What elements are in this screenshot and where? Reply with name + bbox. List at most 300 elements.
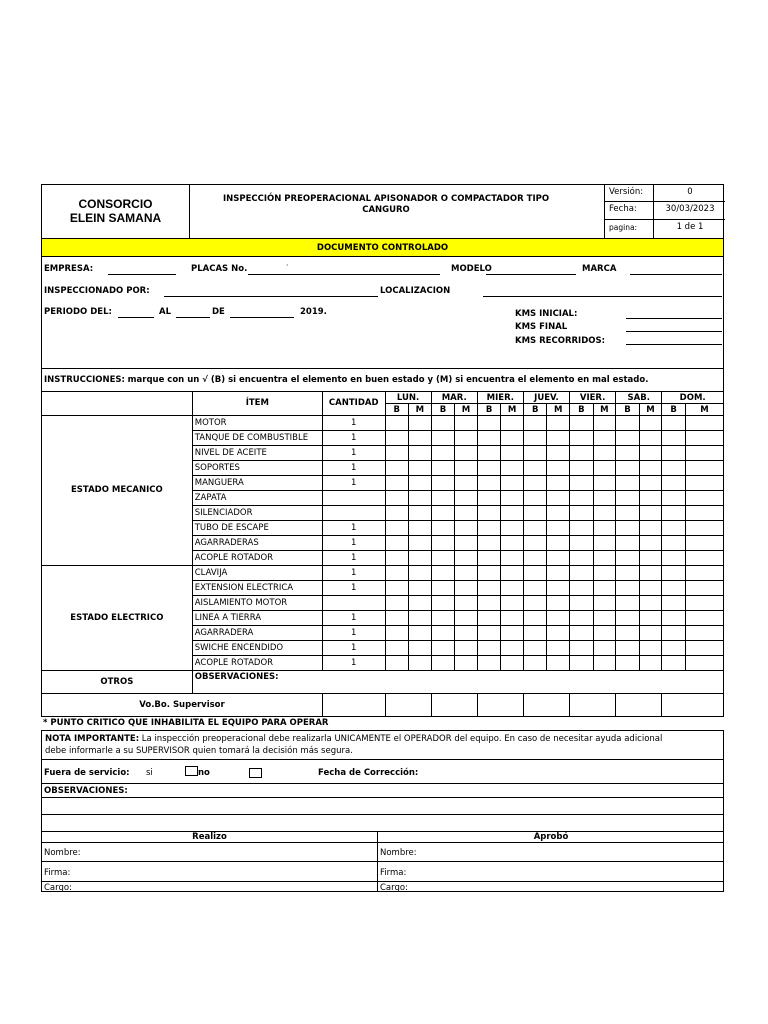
check-cell[interactable] (523, 446, 547, 461)
check-cell[interactable] (616, 596, 640, 611)
no-label: no (198, 768, 210, 778)
check-cell[interactable] (477, 551, 501, 566)
header-item: ÍTEM (192, 392, 322, 416)
check-cell[interactable] (477, 521, 501, 536)
localizacion-field[interactable] (483, 296, 722, 297)
check-cell[interactable] (570, 596, 594, 611)
check-cell[interactable] (685, 626, 723, 641)
vobo-day-cell[interactable] (523, 694, 569, 717)
check-cell[interactable] (523, 626, 547, 641)
vobo-day-cell[interactable] (570, 694, 616, 717)
punto-critico: * PUNTO CRITICO QUE INHABILITA EL EQUIPO PARA OPERAR (43, 718, 329, 728)
check-cell[interactable] (455, 416, 478, 431)
check-cell[interactable] (547, 431, 570, 446)
check-cell[interactable] (385, 416, 409, 431)
check-cell[interactable] (662, 521, 686, 536)
check-cell[interactable] (385, 566, 409, 581)
check-cell[interactable] (662, 551, 686, 566)
check-cell[interactable] (431, 566, 455, 581)
check-cell[interactable] (662, 656, 686, 671)
company-block (42, 185, 190, 238)
check-cell[interactable] (570, 551, 594, 566)
check-cell[interactable] (616, 656, 640, 671)
check-cell[interactable] (593, 521, 616, 536)
check-cell[interactable] (409, 431, 432, 446)
check-cell[interactable] (501, 596, 524, 611)
header-day: SAB. (616, 392, 662, 404)
realizo-firma: Firma: (44, 868, 71, 878)
check-cell[interactable] (431, 551, 455, 566)
aprobo-nombre: Nombre: (380, 848, 417, 858)
check-cell[interactable] (501, 641, 524, 656)
check-cell[interactable] (570, 581, 594, 596)
check-cell[interactable] (547, 566, 570, 581)
check-cell[interactable] (501, 536, 524, 551)
check-cell[interactable] (385, 461, 409, 476)
check-cell[interactable] (385, 626, 409, 641)
check-cell[interactable] (501, 461, 524, 476)
check-cell[interactable] (523, 596, 547, 611)
check-cell[interactable] (523, 476, 547, 491)
check-cell[interactable] (501, 521, 524, 536)
check-cell[interactable] (547, 476, 570, 491)
controlled-document-banner: DOCUMENTO CONTROLADO (41, 238, 724, 257)
check-cell[interactable] (455, 446, 478, 461)
marca-field[interactable] (630, 274, 722, 275)
check-cell[interactable] (523, 656, 547, 671)
check-cell[interactable] (523, 521, 547, 536)
vobo-cantidad-cell[interactable] (322, 694, 385, 717)
check-cell[interactable] (385, 521, 409, 536)
check-cell[interactable] (431, 506, 455, 521)
vobo-day-cell[interactable] (477, 694, 523, 717)
check-cell[interactable] (593, 476, 616, 491)
check-cell[interactable] (547, 461, 570, 476)
vobo-day-cell[interactable] (662, 694, 724, 717)
check-cell[interactable] (616, 416, 640, 431)
check-cell[interactable] (409, 551, 432, 566)
check-cell[interactable] (431, 611, 455, 626)
check-cell[interactable] (639, 596, 662, 611)
check-cell[interactable] (639, 536, 662, 551)
check-cell[interactable] (547, 581, 570, 596)
observaciones-cell[interactable]: OBSERVACIONES: (192, 671, 723, 694)
check-cell[interactable] (685, 416, 723, 431)
check-cell[interactable] (616, 611, 640, 626)
kms-inicial-label: KMS INICIAL: (515, 309, 578, 319)
empresa-field[interactable] (108, 274, 176, 275)
check-cell[interactable] (639, 566, 662, 581)
check-cell[interactable] (662, 491, 686, 506)
check-cell[interactable] (593, 446, 616, 461)
check-cell[interactable] (409, 536, 432, 551)
check-cell[interactable] (455, 611, 478, 626)
check-cell[interactable] (385, 536, 409, 551)
check-cell[interactable] (685, 476, 723, 491)
check-cell[interactable] (593, 431, 616, 446)
instructions-label: INSTRUCCIONES: (44, 375, 125, 385)
check-cell[interactable] (570, 461, 594, 476)
check-cell[interactable] (662, 536, 686, 551)
check-cell[interactable] (385, 446, 409, 461)
check-cell[interactable] (662, 476, 686, 491)
check-cell[interactable] (455, 461, 478, 476)
check-cell[interactable] (501, 506, 524, 521)
check-cell[interactable] (431, 431, 455, 446)
check-cell[interactable] (685, 566, 723, 581)
check-cell[interactable] (409, 641, 432, 656)
check-cell[interactable] (385, 491, 409, 506)
kms-final-field[interactable] (626, 331, 722, 332)
check-cell[interactable] (570, 446, 594, 461)
check-cell[interactable] (431, 596, 455, 611)
check-cell[interactable] (547, 446, 570, 461)
check-cell[interactable] (501, 431, 524, 446)
check-cell[interactable] (455, 626, 478, 641)
check-cell[interactable] (547, 551, 570, 566)
inspeccionado-field[interactable] (164, 296, 378, 297)
check-cell[interactable] (616, 626, 640, 641)
check-cell[interactable] (685, 641, 723, 656)
check-cell[interactable] (685, 581, 723, 596)
check-cell[interactable] (547, 611, 570, 626)
check-cell[interactable] (431, 656, 455, 671)
check-cell[interactable] (501, 581, 524, 596)
check-cell[interactable] (501, 416, 524, 431)
check-cell[interactable] (431, 626, 455, 641)
check-cell[interactable] (616, 461, 640, 476)
check-cell[interactable] (547, 416, 570, 431)
check-cell[interactable] (593, 611, 616, 626)
item-name: MOTOR (192, 416, 322, 431)
kms-recorridos-field[interactable] (626, 344, 722, 345)
realizo-nombre: Nombre: (44, 848, 81, 858)
check-cell[interactable] (616, 551, 640, 566)
check-cell[interactable] (593, 641, 616, 656)
check-cell[interactable] (593, 626, 616, 641)
check-cell[interactable] (455, 641, 478, 656)
aprobo-cargo: Cargo: (380, 883, 408, 893)
item-quantity: 1 (322, 461, 385, 476)
check-cell[interactable] (409, 611, 432, 626)
check-cell[interactable] (639, 431, 662, 446)
item-name: SWICHE ENCENDIDO (192, 641, 322, 656)
check-cell[interactable] (639, 551, 662, 566)
check-cell[interactable] (385, 551, 409, 566)
check-cell[interactable] (523, 566, 547, 581)
check-cell[interactable] (477, 491, 501, 506)
check-cell[interactable] (501, 626, 524, 641)
check-cell[interactable] (662, 416, 686, 431)
check-cell[interactable] (523, 536, 547, 551)
check-cell[interactable] (547, 521, 570, 536)
check-cell[interactable] (523, 506, 547, 521)
check-cell[interactable] (523, 551, 547, 566)
check-cell[interactable] (639, 641, 662, 656)
check-cell[interactable] (431, 446, 455, 461)
check-cell[interactable] (385, 431, 409, 446)
check-cell[interactable] (547, 491, 570, 506)
check-cell[interactable] (523, 416, 547, 431)
header-b: B (477, 404, 501, 416)
check-cell[interactable] (570, 491, 594, 506)
check-cell[interactable] (523, 461, 547, 476)
check-cell[interactable] (570, 566, 594, 581)
check-cell[interactable] (662, 581, 686, 596)
check-cell[interactable] (685, 536, 723, 551)
check-cell[interactable] (455, 506, 478, 521)
check-cell[interactable] (455, 566, 478, 581)
check-cell[interactable] (593, 656, 616, 671)
check-cell[interactable] (547, 656, 570, 671)
header-b: B (523, 404, 547, 416)
check-cell[interactable] (570, 536, 594, 551)
check-cell[interactable] (593, 551, 616, 566)
observaciones-line-1[interactable] (41, 797, 724, 814)
check-cell[interactable] (477, 431, 501, 446)
modelo-field[interactable] (486, 274, 576, 275)
check-cell[interactable] (409, 626, 432, 641)
check-cell[interactable] (547, 536, 570, 551)
check-cell[interactable] (616, 476, 640, 491)
check-cell[interactable] (547, 506, 570, 521)
check-cell[interactable] (662, 596, 686, 611)
check-cell[interactable] (409, 596, 432, 611)
check-cell[interactable] (616, 536, 640, 551)
vobo-day-cell[interactable] (431, 694, 477, 717)
check-cell[interactable] (477, 596, 501, 611)
check-cell[interactable] (639, 611, 662, 626)
aprobo-firma: Firma: (380, 868, 407, 878)
check-cell[interactable] (431, 491, 455, 506)
check-cell[interactable] (662, 641, 686, 656)
check-cell[interactable] (523, 641, 547, 656)
check-cell[interactable] (616, 641, 640, 656)
check-cell[interactable] (616, 491, 640, 506)
item-name: SILENCIADOR (192, 506, 322, 521)
check-cell[interactable] (593, 581, 616, 596)
item-quantity: 1 (322, 446, 385, 461)
check-cell[interactable] (409, 416, 432, 431)
check-cell[interactable] (523, 431, 547, 446)
check-cell[interactable] (570, 521, 594, 536)
check-cell[interactable] (593, 416, 616, 431)
periodo-de-label: DE (212, 307, 225, 317)
check-cell[interactable] (455, 536, 478, 551)
check-cell[interactable] (593, 596, 616, 611)
no-checkbox[interactable] (249, 768, 262, 778)
check-cell[interactable] (477, 416, 501, 431)
check-cell[interactable] (409, 581, 432, 596)
check-cell[interactable] (385, 506, 409, 521)
check-cell[interactable] (662, 461, 686, 476)
si-checkbox[interactable] (185, 766, 198, 776)
check-cell[interactable] (570, 416, 594, 431)
table-row (42, 566, 724, 581)
check-cell[interactable] (570, 641, 594, 656)
vobo-day-cell[interactable] (385, 694, 431, 717)
check-cell[interactable] (455, 596, 478, 611)
check-cell[interactable] (385, 581, 409, 596)
check-cell[interactable] (477, 461, 501, 476)
empresa-label: EMPRESA: (44, 264, 94, 274)
check-cell[interactable] (639, 491, 662, 506)
check-cell[interactable] (477, 611, 501, 626)
check-cell[interactable] (501, 551, 524, 566)
check-cell[interactable] (477, 581, 501, 596)
check-cell[interactable] (685, 551, 723, 566)
observaciones-line-2[interactable] (41, 814, 724, 831)
check-cell[interactable] (593, 506, 616, 521)
check-cell[interactable] (593, 461, 616, 476)
header-m: M (455, 404, 478, 416)
check-cell[interactable] (409, 566, 432, 581)
check-cell[interactable] (409, 656, 432, 671)
fuera-servicio-label: Fuera de servicio: (44, 768, 130, 778)
check-cell[interactable] (662, 446, 686, 461)
check-cell[interactable] (523, 611, 547, 626)
check-cell[interactable] (685, 506, 723, 521)
check-cell[interactable] (409, 476, 432, 491)
check-cell[interactable] (523, 491, 547, 506)
check-cell[interactable] (570, 431, 594, 446)
check-cell[interactable] (477, 641, 501, 656)
check-cell[interactable] (455, 431, 478, 446)
check-cell[interactable] (662, 626, 686, 641)
check-cell[interactable] (639, 581, 662, 596)
date-value: 30/03/2023 (665, 204, 715, 214)
check-cell[interactable] (616, 446, 640, 461)
check-cell[interactable] (685, 656, 723, 671)
check-cell[interactable] (639, 446, 662, 461)
check-cell[interactable] (477, 446, 501, 461)
check-cell[interactable] (685, 461, 723, 476)
check-cell[interactable] (455, 491, 478, 506)
kms-inicial-field[interactable] (626, 318, 722, 319)
check-cell[interactable] (409, 521, 432, 536)
vobo-day-cell[interactable] (616, 694, 662, 717)
check-cell[interactable] (431, 536, 455, 551)
check-cell[interactable] (501, 446, 524, 461)
check-cell[interactable] (431, 581, 455, 596)
check-cell[interactable] (455, 521, 478, 536)
check-cell[interactable] (385, 641, 409, 656)
check-cell[interactable] (431, 521, 455, 536)
check-cell[interactable] (593, 566, 616, 581)
check-cell[interactable] (616, 521, 640, 536)
check-cell[interactable] (639, 521, 662, 536)
check-cell[interactable] (570, 506, 594, 521)
check-cell[interactable] (431, 641, 455, 656)
check-cell[interactable] (501, 491, 524, 506)
check-cell[interactable] (639, 626, 662, 641)
check-cell[interactable] (639, 506, 662, 521)
periodo-del-field[interactable] (118, 317, 154, 318)
check-cell[interactable] (685, 491, 723, 506)
check-cell[interactable] (409, 446, 432, 461)
placas-field[interactable] (248, 274, 440, 275)
item-quantity: 1 (322, 476, 385, 491)
check-cell[interactable] (662, 611, 686, 626)
check-cell[interactable] (455, 551, 478, 566)
check-cell[interactable] (639, 476, 662, 491)
check-cell[interactable] (409, 506, 432, 521)
check-cell[interactable] (523, 581, 547, 596)
check-cell[interactable] (662, 431, 686, 446)
check-cell[interactable] (593, 491, 616, 506)
check-cell[interactable] (639, 416, 662, 431)
marca-label: MARCA (582, 264, 617, 274)
check-cell[interactable] (616, 581, 640, 596)
check-cell[interactable] (570, 656, 594, 671)
check-cell[interactable] (639, 461, 662, 476)
header-cantidad: CANTIDAD (322, 392, 385, 416)
check-cell[interactable] (616, 506, 640, 521)
check-cell[interactable] (477, 506, 501, 521)
check-cell[interactable] (431, 461, 455, 476)
check-cell[interactable] (501, 656, 524, 671)
check-cell[interactable] (685, 446, 723, 461)
check-cell[interactable] (639, 656, 662, 671)
check-cell[interactable] (662, 566, 686, 581)
localizacion-label: LOCALIZACION (380, 286, 451, 296)
placas-mark: · (286, 261, 289, 270)
check-cell[interactable] (570, 476, 594, 491)
check-cell[interactable] (685, 431, 723, 446)
check-cell[interactable] (547, 641, 570, 656)
check-cell[interactable] (501, 476, 524, 491)
check-cell[interactable] (685, 611, 723, 626)
periodo-de-field[interactable] (230, 317, 294, 318)
check-cell[interactable] (570, 611, 594, 626)
document-title: INSPECCIÓN PREOPERACIONAL APISONADOR O COMPACTADOR TIPO CANGURO (222, 194, 550, 215)
check-cell[interactable] (385, 611, 409, 626)
check-cell[interactable] (616, 431, 640, 446)
check-cell[interactable] (455, 656, 478, 671)
check-cell[interactable] (385, 596, 409, 611)
check-cell[interactable] (431, 416, 455, 431)
check-cell[interactable] (385, 476, 409, 491)
check-cell[interactable] (593, 536, 616, 551)
check-cell[interactable] (477, 626, 501, 641)
check-cell[interactable] (685, 596, 723, 611)
item-name: CLAVIJA (192, 566, 322, 581)
check-cell[interactable] (455, 581, 478, 596)
check-cell[interactable] (477, 656, 501, 671)
check-cell[interactable] (501, 611, 524, 626)
header-day: JUEV. (523, 392, 569, 404)
check-cell[interactable] (409, 461, 432, 476)
check-cell[interactable] (431, 476, 455, 491)
inspeccionado-label: INSPECCIONADO POR: (44, 286, 150, 296)
check-cell[interactable] (477, 536, 501, 551)
check-cell[interactable] (385, 656, 409, 671)
check-cell[interactable] (501, 566, 524, 581)
periodo-label: PERIODO DEL: (44, 307, 112, 317)
check-cell[interactable] (662, 506, 686, 521)
periodo-al-field[interactable] (176, 317, 210, 318)
check-cell[interactable] (685, 521, 723, 536)
check-cell[interactable] (547, 626, 570, 641)
check-cell[interactable] (455, 476, 478, 491)
check-cell[interactable] (616, 566, 640, 581)
check-cell[interactable] (547, 596, 570, 611)
check-cell[interactable] (570, 626, 594, 641)
item-name: ACOPLE ROTADOR (192, 656, 322, 671)
check-cell[interactable] (409, 491, 432, 506)
check-cell[interactable] (477, 566, 501, 581)
check-cell[interactable] (477, 476, 501, 491)
